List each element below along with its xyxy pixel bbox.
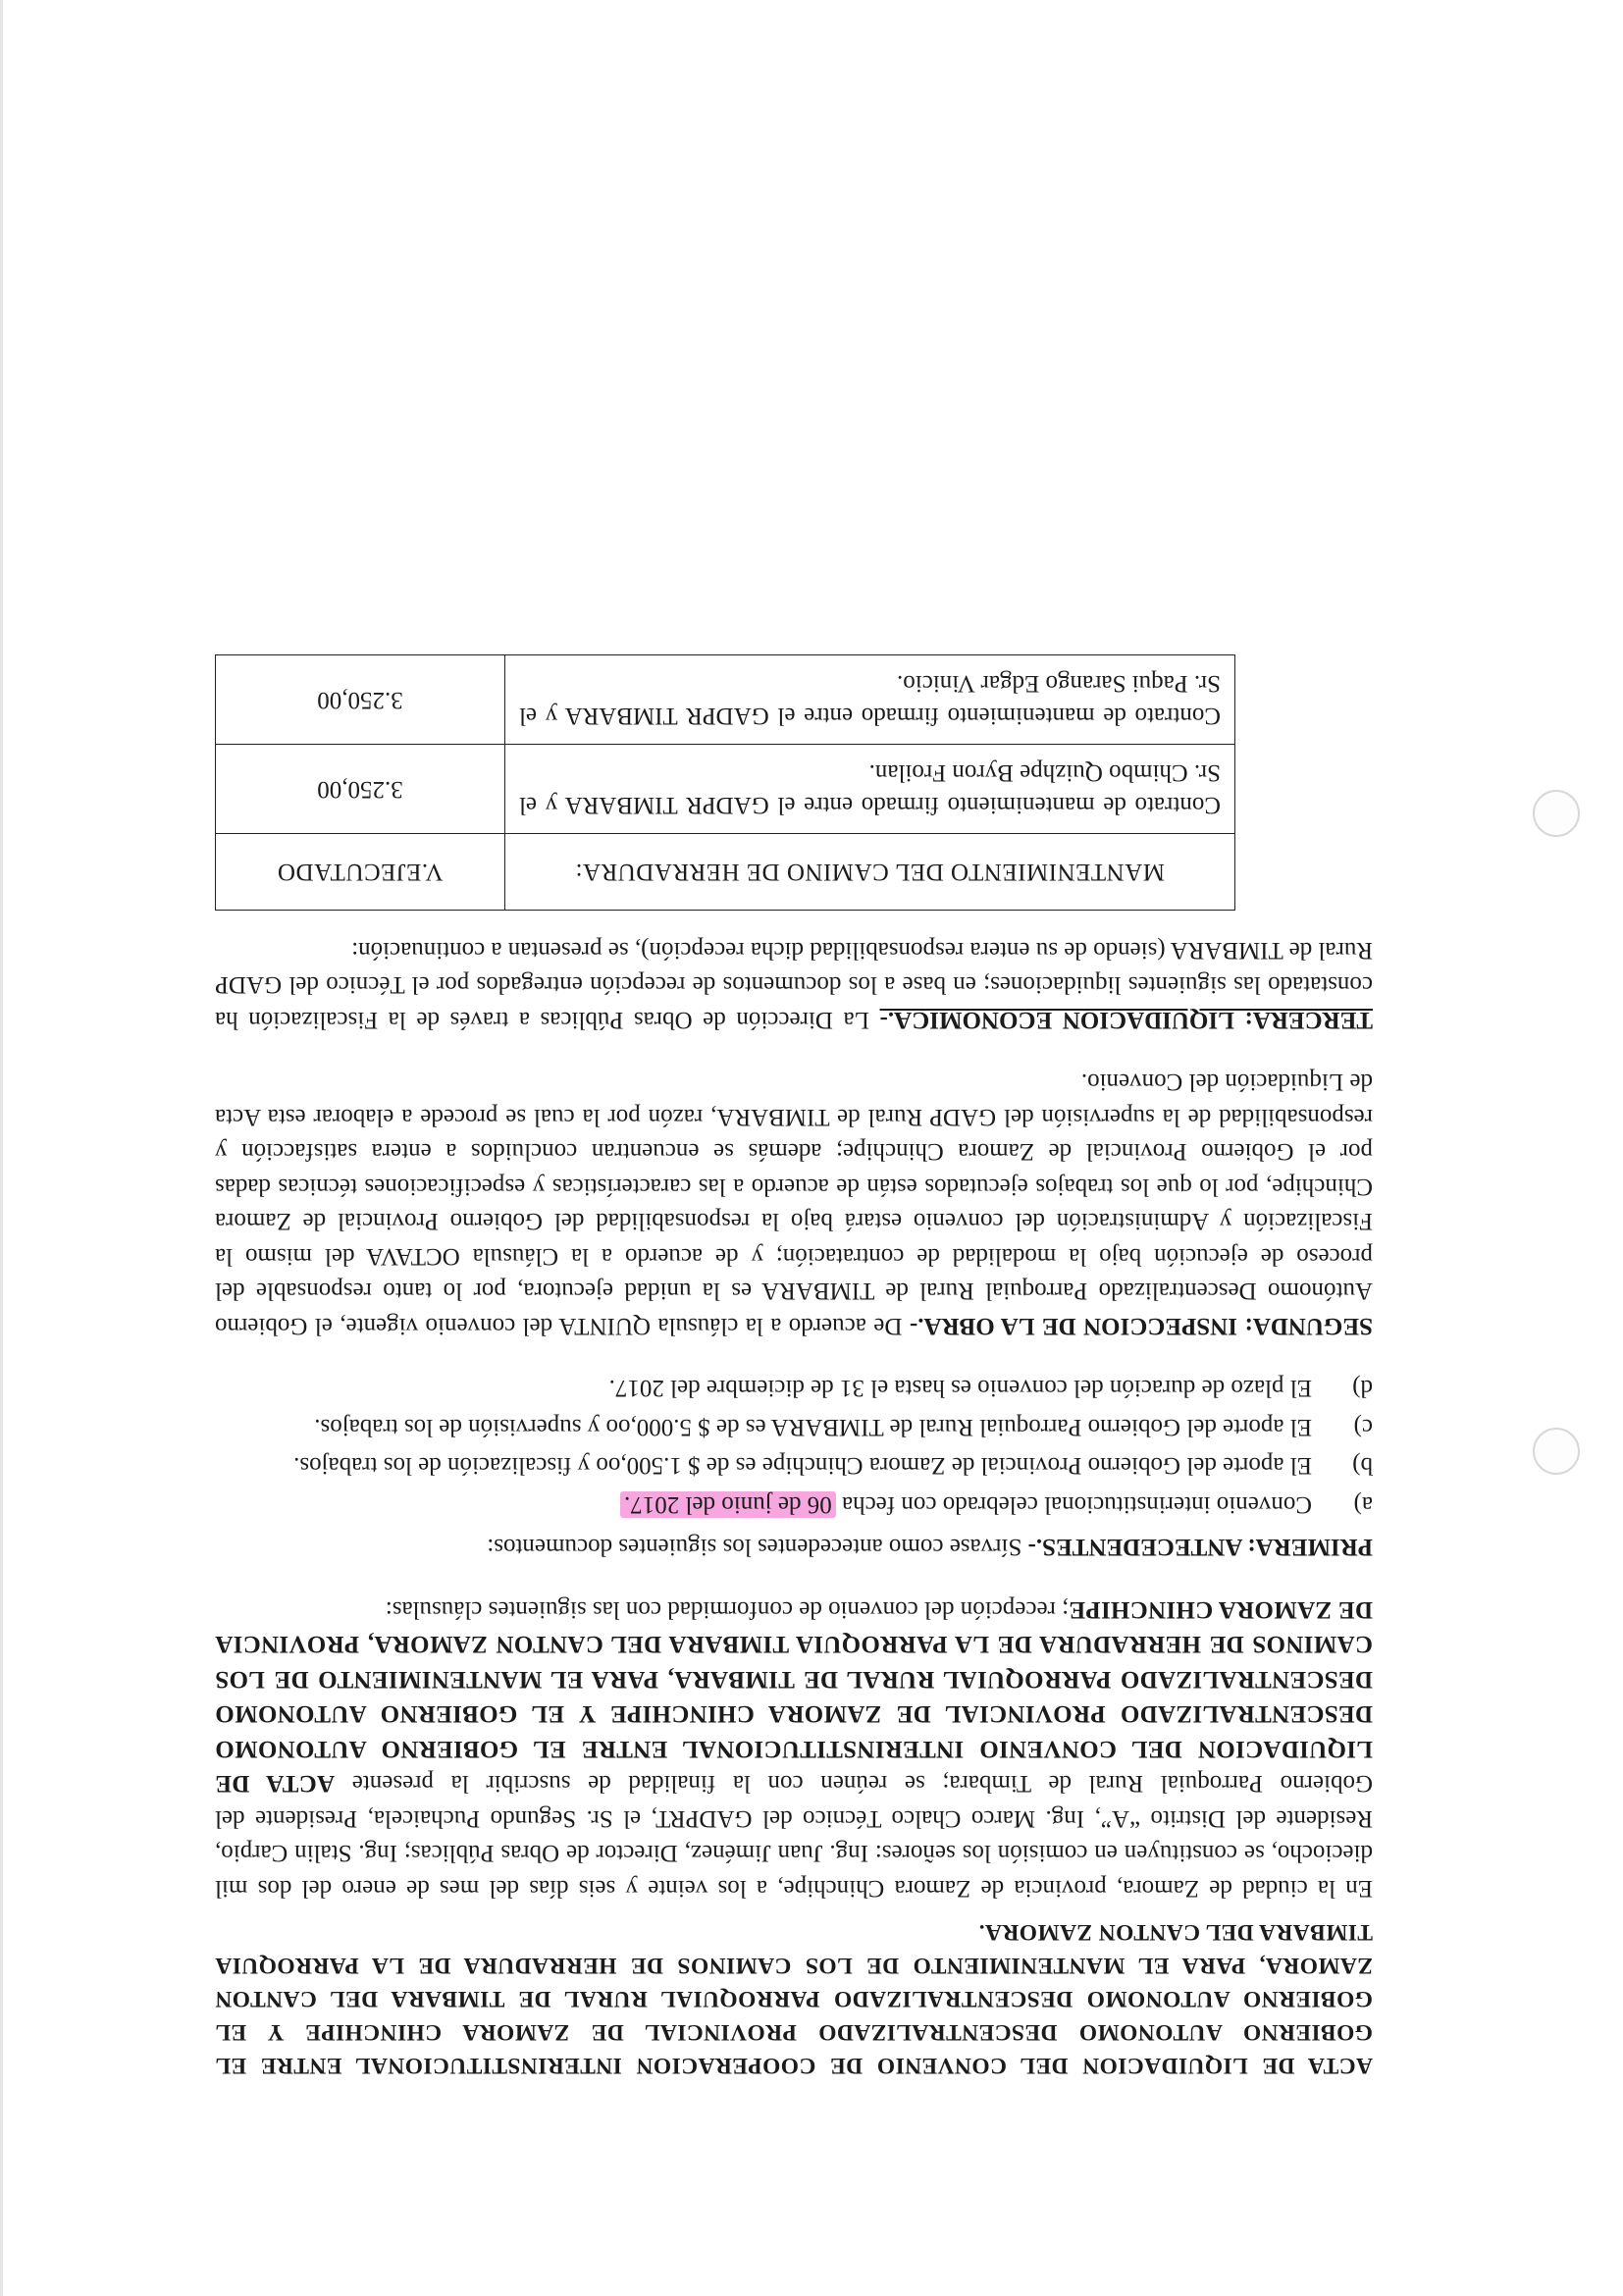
table-cell-description: Contrato de mantenimiento firmado entre el GADPR TIMBARA y el Sr. Chimbo Quizhpe Byron Froilan.: [505, 745, 1235, 834]
list-marker: a): [1353, 1491, 1373, 1518]
table-row: [216, 655, 1235, 745]
document-title: ACTA DE LIQUIDACION DEL CONVENIO DE COOPERACION INTERINSTITUCIONAL ENTRE EL GOBIERNO AUTONOMO DESCENTRALIZADO PROVINCIAL DE ZAMORA CHINCHIPE Y EL GOBIERNO AUTONOMO DESCENTRALIZADO PARROQUIAL RURAL DE TIMBARA DEL CANTON ZAMORA, PARA EL MANTENIMIENTO DE LOS CAMINOS DE HERRADURA DE LA PARROQUIA TIMBARA DEL CANTON ZAMORA.: [215, 1919, 1373, 2078]
segunda-text: De acuerdo a la cláusula QUINTA del convenio vigente, el Gobierno Autónomo Descentralizado Parroquial Rural de TIMBARA es la unidad ejecutora, por lo tanto responsable del proceso de ejecución bajo la modalidad de contratación; y de acuerdo a la Cláusula OCTAVA del mismo la Fiscalización y Administración del convenio estará bajo la responsabilidad del Gobierno Provincial de Zamora Chinchipe, por lo que los trabajos ejecutados están de acuerdo a las características y especificaciones técnicas dadas por el Gobierno Provincial de Zamora Chinchipe; además se encuentran concluidos a entera satisfacción y responsabilidad de la supervisión del GADP Rural de TIMBARA, razón por la cual se procede a elaborar esta Acta de Liquidación del Convenio.: [214, 1069, 1373, 1339]
tercera-heading: TERCERA: LIQUIDACION ECONOMICA.-: [879, 1007, 1373, 1033]
list-item: [215, 1371, 1373, 1406]
highlighted-date: 06 de junio del 2017.: [620, 1491, 836, 1518]
list-item-text: Convenio interinstitucional celebrado con fecha: [842, 1491, 1312, 1518]
antecedentes-list: [215, 1371, 1373, 1522]
list-marker: d): [1352, 1375, 1373, 1402]
list-item-text: El aporte del Gobierno Parroquial Rural de TIMBARA es de $ 5.000,oo y supervisión de los trabajos.: [314, 1414, 1312, 1440]
segunda-heading: SEGUNDA: INSPECCION DE LA OBRA.-: [909, 1313, 1373, 1339]
table-header-value: V.EJECUTADO: [216, 834, 505, 911]
list-marker: c): [1353, 1414, 1373, 1440]
table-cell-value: 3.250,00: [216, 745, 505, 834]
tercera-text: La Dirección de Obras Públicas a través de la Fiscalización ha constatado las siguientes liquidaciones; en base a los documentos de recepción entregados por el Técnico del GADP Rural de TIMBARA (siendo de su entera responsabilidad dicha recepción), se presentan a continuación:: [215, 937, 1373, 1033]
list-marker: b): [1352, 1452, 1373, 1480]
intro-bold-text: ACTA DE LIQUIDACION DEL CONVENIO INTERINSTITUCIONAL ENTRE EL GOBIERNO AUTONOMO DESCENTRALIZADO PROVINCIAL DE ZAMORA CHINCHIPE Y EL GOBIERNO AUTONOMO DESCENTRALIZADO PARROQUIAL RURAL DE TIMBARA, PARA EL MANTENIMIENTO DE LOS CAMINOS DE HERRADURA DE LA PARROQUIA TIMBARA DEL CANTON ZAMORA, PROVINCIA DE ZAMORA CHINCHIPE: [214, 1596, 1373, 1798]
list-item-text: El plazo de duración del convenio es hasta el 31 de diciembre del 2017.: [608, 1375, 1312, 1402]
table-header-description: MANTENIMIENTO DEL CAMINO DE HERRADURA:: [505, 834, 1235, 911]
table-row: [216, 745, 1235, 834]
intro-text: En la ciudad de Zamora, provincia de Zamora Chinchipe, a los veinte y seis días del mes de enero del dos mil dieciocho, se constituyen en comisión los señores: Ing. Juan Jiménez, Director de Obras Públicas; Ing. Stalin Carpio, Residente del Distrito “A”, Ing. Marco Chalco Técnico del GADPRT, el Sr. Segundo Puchaicela, Presidente del Gobierno Parroquial Rural de Timbara; se reúnen con la finalidad de suscribir la presente: [215, 1770, 1373, 1902]
intro-paragraph: [215, 1592, 1373, 1906]
list-item: [215, 1410, 1373, 1445]
table-cell-value: 3.250,00: [216, 655, 505, 745]
list-item: [215, 1448, 1373, 1484]
primera-text: Sírvase como antecedentes los siguientes documentos:: [487, 1534, 1022, 1561]
list-item: [215, 1487, 1373, 1523]
table-cell-description: Contrato de mantenimiento firmado entre el GADPR TIMBARA y el Sr. Paqui Sarango Edgar Vinicio.: [505, 655, 1235, 745]
table-header-row: [216, 834, 1235, 911]
document-body: [215, 655, 1373, 2083]
clause-tercera: [215, 933, 1373, 1038]
clause-segunda: [215, 1065, 1373, 1343]
list-item-text: El aporte del Gobierno Provincial de Zamora Chinchipe es de $ 1.500,oo y fiscalización de los trabajos.: [293, 1452, 1312, 1480]
primera-heading: PRIMERA: ANTECEDENTES.-: [1027, 1534, 1373, 1561]
liquidation-table: [215, 655, 1235, 912]
intro-tail-text: ; recepción del convenio de conformidad con las siguientes cláusulas:: [385, 1596, 1070, 1623]
clause-primera: [215, 1371, 1373, 1565]
